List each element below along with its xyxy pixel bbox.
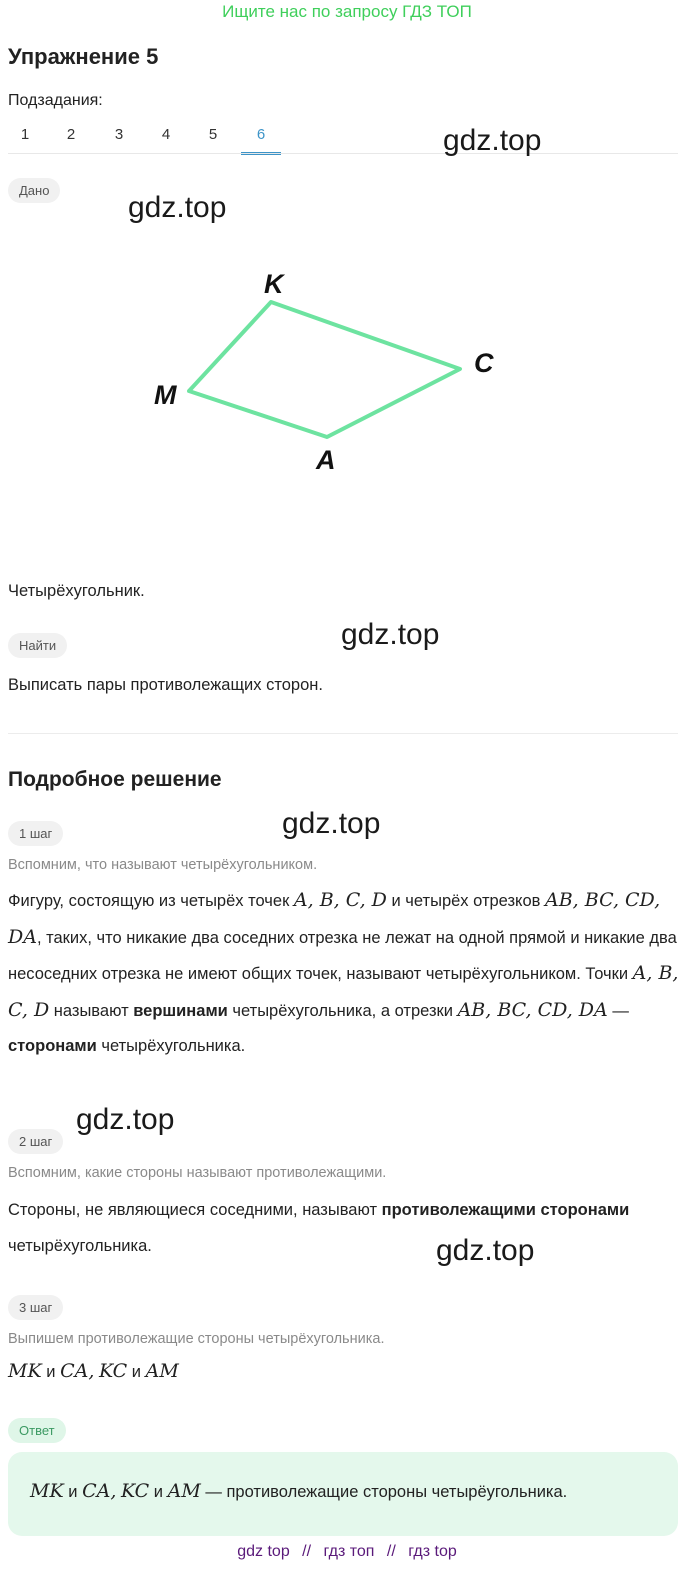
page-title: Упражнение 5 bbox=[8, 44, 159, 69]
watermark: gdz.top bbox=[341, 618, 440, 651]
vertex-label-m: M bbox=[154, 380, 177, 410]
divider bbox=[8, 153, 678, 154]
given-text: Четырёхугольник. bbox=[8, 582, 145, 600]
tab-5[interactable]: 5 bbox=[208, 126, 218, 143]
subtask-tabs bbox=[0, 122, 694, 156]
find-chip: Найти bbox=[8, 633, 67, 658]
answer-text: MK и CA, KC и AM — противолежащие стороны четырёугольника. bbox=[30, 1480, 568, 1502]
step3-hint: Выпишем противолежащие стороны четырёхугольника. bbox=[8, 1331, 385, 1347]
step1-chip: 1 шаг bbox=[8, 821, 63, 846]
watermark: gdz.top bbox=[443, 124, 542, 157]
divider bbox=[8, 733, 678, 734]
quadrilateral-figure bbox=[140, 255, 520, 485]
vertex-label-c: C bbox=[474, 348, 494, 378]
tab-4[interactable]: 4 bbox=[161, 126, 171, 143]
points-math: A, B, C, D bbox=[8, 962, 679, 1021]
vertex-label-k: K bbox=[264, 269, 284, 299]
tab-6[interactable]: 6 bbox=[256, 126, 266, 143]
footer-separator: // bbox=[386, 1543, 396, 1560]
quadrilateral-mkca bbox=[189, 302, 460, 437]
points-math: A, B, C, D bbox=[293, 889, 387, 911]
segments-math: AB, BC, CD, DA bbox=[8, 889, 661, 948]
watermark: gdz.top bbox=[76, 1103, 175, 1136]
tab-2[interactable]: 2 bbox=[66, 126, 76, 143]
footer-link-gdz-top-ru[interactable]: гдз топ bbox=[323, 1543, 375, 1560]
footer-link-gdz-top-mixed[interactable]: гдз top bbox=[408, 1543, 457, 1560]
step1-paragraph: Фигуру, состоящую из четырёх точек A, B, C, D и четырёх отрезков AB, BC, CD, DA, таких, что никакие два соседних отрезка не лежат на одной прямой и никакие два несоседних отрезка не имеют общих точек, называют четырёхугольником. Точки A, B, C, D называют вершинами четырёхугольника, а отрезки AB, BC, CD, DA — сторонами четырёхугольника. bbox=[8, 889, 679, 1055]
step1-hint: Вспомним, что называют четырёхугольником. bbox=[8, 857, 318, 873]
step3-chip: 3 шаг bbox=[8, 1295, 63, 1320]
subtasks-label: Подзадания: bbox=[8, 92, 103, 109]
step3-result: MK и CA, KC и AM bbox=[8, 1360, 179, 1382]
segments-math: AB, BC, CD, DA bbox=[457, 998, 608, 1021]
footer-links bbox=[0, 1543, 694, 1561]
solution-title: Подробное решение bbox=[8, 768, 222, 791]
given-chip: Дано bbox=[8, 178, 60, 203]
tab-3[interactable]: 3 bbox=[114, 126, 124, 143]
step2-chip: 2 шаг bbox=[8, 1129, 63, 1154]
answer-box bbox=[8, 1452, 678, 1536]
find-text: Выписать пары противолежащих сторон. bbox=[8, 676, 323, 694]
search-banner: Ищите нас по запросу ГДЗ ТОП bbox=[222, 2, 472, 21]
step2-hint: Вспомним, какие стороны называют противолежащими. bbox=[8, 1165, 387, 1181]
footer-separator: // bbox=[302, 1543, 312, 1560]
vertex-label-a: A bbox=[316, 445, 336, 475]
answer-chip: Ответ bbox=[8, 1418, 66, 1443]
tab-1[interactable]: 1 bbox=[20, 126, 30, 143]
watermark: gdz.top bbox=[282, 807, 381, 840]
footer-link-gdz-top[interactable]: gdz top bbox=[237, 1543, 290, 1560]
watermark: gdz.top bbox=[436, 1234, 535, 1267]
step2-paragraph: Стороны, не являющиеся соседними, называют противолежащими сторонами четырёхугольника. bbox=[8, 1201, 630, 1255]
watermark: gdz.top bbox=[128, 191, 227, 224]
